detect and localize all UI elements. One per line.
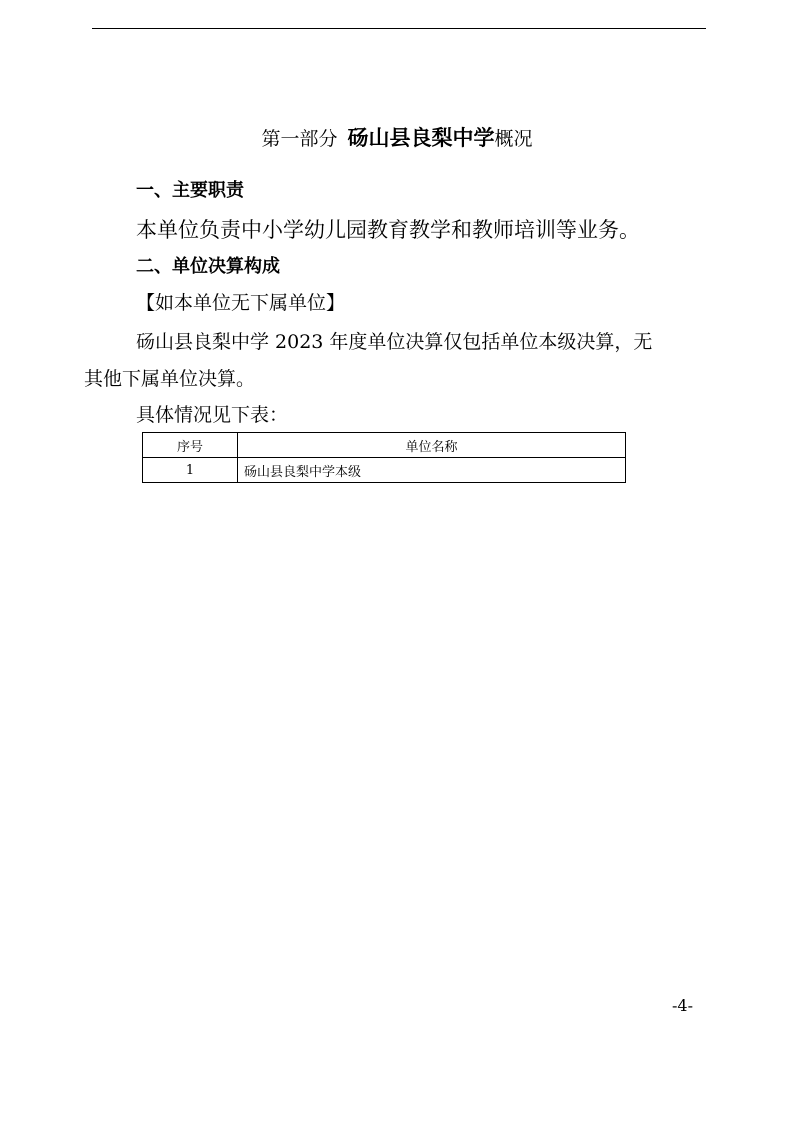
page-title — [0, 122, 794, 152]
table-row — [143, 458, 626, 483]
row-serial-no: 1 — [143, 458, 238, 483]
section-heading-duties: 一、主要职责 — [136, 180, 244, 201]
title-prefix: 第一部分 — [261, 128, 338, 150]
composition-paragraph-line2: 其他下属单位决算。 — [84, 368, 256, 390]
row-unit-name: 砀山县良梨中学本级 — [238, 458, 626, 483]
table-header-row — [143, 433, 626, 458]
title-suffix: 概况 — [494, 128, 533, 150]
header-rule — [92, 28, 706, 29]
composition-paragraph-line1: 砀山县良梨中学 2023 年度单位决算仅包括单位本级决算，无 — [136, 331, 653, 353]
page-number: -4- — [672, 996, 693, 1015]
duties-text: 本单位负责中小学幼儿园教育教学和教师培训等业务。 — [136, 218, 640, 242]
title-main: 砀山县良梨中学 — [347, 126, 495, 150]
table-intro: 具体情况见下表： — [136, 404, 289, 426]
composition-note: 【如本单位无下属单位】 — [136, 292, 346, 314]
unit-table — [142, 432, 626, 483]
header-unit-name: 单位名称 — [238, 433, 626, 458]
header-serial-no: 序号 — [143, 433, 238, 458]
section-heading-composition: 二、单位决算构成 — [136, 256, 280, 277]
